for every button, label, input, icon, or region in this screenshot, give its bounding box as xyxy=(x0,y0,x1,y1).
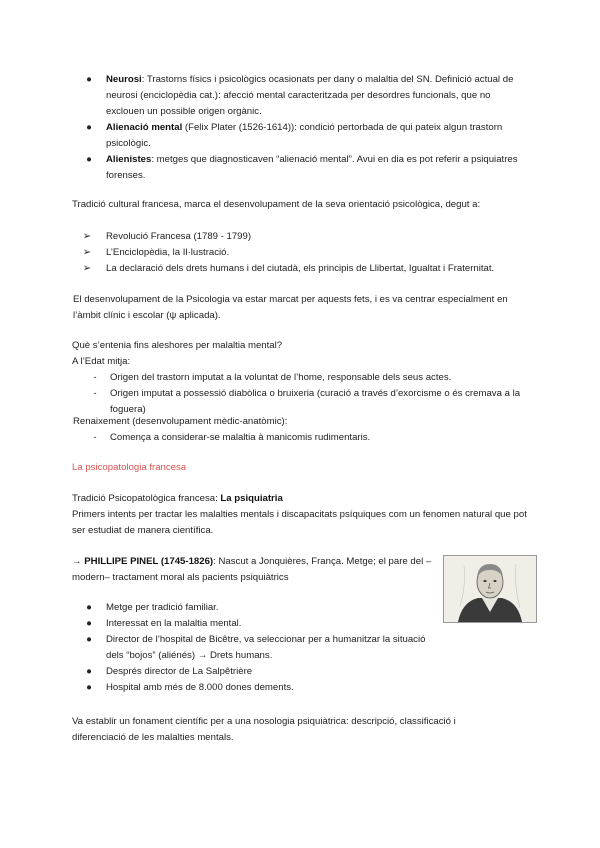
item-text: Origen imputat a possessió diabòlica o bruixeria (curació a través d’exorcisme o és cremava a la foguera) xyxy=(110,388,521,415)
list-item xyxy=(80,229,530,245)
bullet-icon: ● xyxy=(86,122,92,133)
definition-text: : Trastorns físics i psicològics ocasionats per dany o malaltia del SN. Definició actual de neurosi (enciclopèdia cat.): afecció mental caracteritzada per desordres funcionals, que no exclouen un possible origen orgànic. xyxy=(106,74,514,117)
arrow-bullet-icon: ➢ xyxy=(82,247,92,258)
definitions-list xyxy=(80,72,520,184)
bullet-icon: ● xyxy=(86,634,92,645)
edat-mitja-list xyxy=(80,370,530,418)
pinel-name: PHILLIPE PINEL (1745-1826) xyxy=(84,556,214,567)
edat-mitja-label: A l’Edat mitja: xyxy=(72,356,131,367)
list-item xyxy=(80,664,440,680)
section-heading: La psicopatologia francesa xyxy=(72,462,187,473)
list-item xyxy=(80,152,520,184)
list-item xyxy=(80,72,520,120)
item-text: Director de l’hospital de Bicêtre, va seleccionar per a humanitzar la situació dels “bojos” (aliénés) → Drets humans. xyxy=(106,634,426,661)
tradicio-list xyxy=(80,229,530,277)
psicologia-paragraph: El desenvolupament de la Psicologia va estar marcat per aquests fets, i es va centrar especialment en l’àmbit clínic i escolar (ψ aplicada). xyxy=(73,294,508,321)
tradicio-psiquiatria-text: Primers intents per tractar les malalties mentals i discapacitats psíquiques com un fenomen natural que pot ser estudiat de manera científica. xyxy=(72,509,527,536)
item-text: La declaració dels drets humans i del ciutadà, els principis de Llibertat, Igualtat i Fraternitat. xyxy=(106,263,495,274)
term-alienacio: Alienació mental xyxy=(106,122,183,133)
definition-text: (Felix Plater (1526-1614)): condició pertorbada de qui pateix algun trastorn psicològic. xyxy=(106,122,503,149)
pinel-text: : Nascut a Jonquières, França. Metge; el pare del ‒modern‒ tractament moral als pacients psiquiàtrics xyxy=(72,556,432,583)
tradicio-psiquiatria-line xyxy=(72,491,532,507)
dash-bullet-icon: - xyxy=(93,432,97,443)
bullet-icon: ● xyxy=(86,618,92,629)
item-text: L’Enciclopèdia, la Il·lustració. xyxy=(106,247,230,258)
pinel-list xyxy=(80,600,440,696)
arrow-bullet-icon: ➢ xyxy=(82,231,92,242)
question-line: Què s’entenia fins aleshores per malaltia mental? xyxy=(72,340,283,351)
list-item xyxy=(80,430,530,446)
tradicio-intro: Tradició cultural francesa, marca el desenvolupament de la seva orientació psicològica, degut a: xyxy=(72,199,481,210)
item-text: Revolució Francesa (1789 - 1799) xyxy=(106,231,252,242)
term-alienistes: Alienistes xyxy=(106,154,152,165)
list-item xyxy=(80,680,440,696)
renaixement-list xyxy=(80,430,530,446)
list-item xyxy=(80,261,530,277)
bullet-icon: ● xyxy=(86,74,92,85)
item-text: Interessat en la malaltia mental. xyxy=(106,618,242,629)
list-item xyxy=(80,120,520,152)
label-text: Tradició Psicopatològica francesa: xyxy=(72,493,221,504)
right-arrow-icon: → xyxy=(72,556,82,567)
item-text: Origen del trastorn imputat a la voluntat de l’home, responsable dels seus actes. xyxy=(110,372,452,383)
arrow-bullet-icon: ➢ xyxy=(82,263,92,274)
renaixement-label: Renaixement (desenvolupament mèdic-anatòmic): xyxy=(73,416,288,427)
item-text: Comença a considerar-se malaltia à manicomis rudimentaris. xyxy=(110,432,371,443)
item-text: Metge per tradició familiar. xyxy=(106,602,219,613)
item-text: Hospital amb més de 8.000 dones dements. xyxy=(106,682,294,693)
psiquiatria-bold: La psiquiatria xyxy=(220,493,283,504)
closing-paragraph: Va establir un fonament científic per a una nosologia psiquiàtrica: descripció, classificació i diferenciació de les malalties mentals. xyxy=(72,716,456,743)
list-item xyxy=(80,616,440,632)
bullet-icon: ● xyxy=(86,682,92,693)
list-item xyxy=(80,632,440,664)
list-item xyxy=(80,245,530,261)
list-item xyxy=(80,600,440,616)
list-item xyxy=(80,370,530,386)
pinel-paragraph xyxy=(72,554,434,586)
term-neurosi: Neurosi xyxy=(106,74,142,85)
bullet-icon: ● xyxy=(86,666,92,677)
bullet-icon: ● xyxy=(86,602,92,613)
definition-text: : metges que diagnosticaven “alienació mental”. Avui en dia es pot referir a psiquiatres forenses. xyxy=(106,154,518,181)
pinel-portrait xyxy=(443,555,537,623)
pinel-portrait-drawing xyxy=(444,556,536,622)
dash-bullet-icon: - xyxy=(93,372,97,383)
dash-bullet-icon: - xyxy=(93,388,97,399)
bullet-icon: ● xyxy=(86,154,92,165)
item-text: Després director de La Salpêtrière xyxy=(106,666,253,677)
